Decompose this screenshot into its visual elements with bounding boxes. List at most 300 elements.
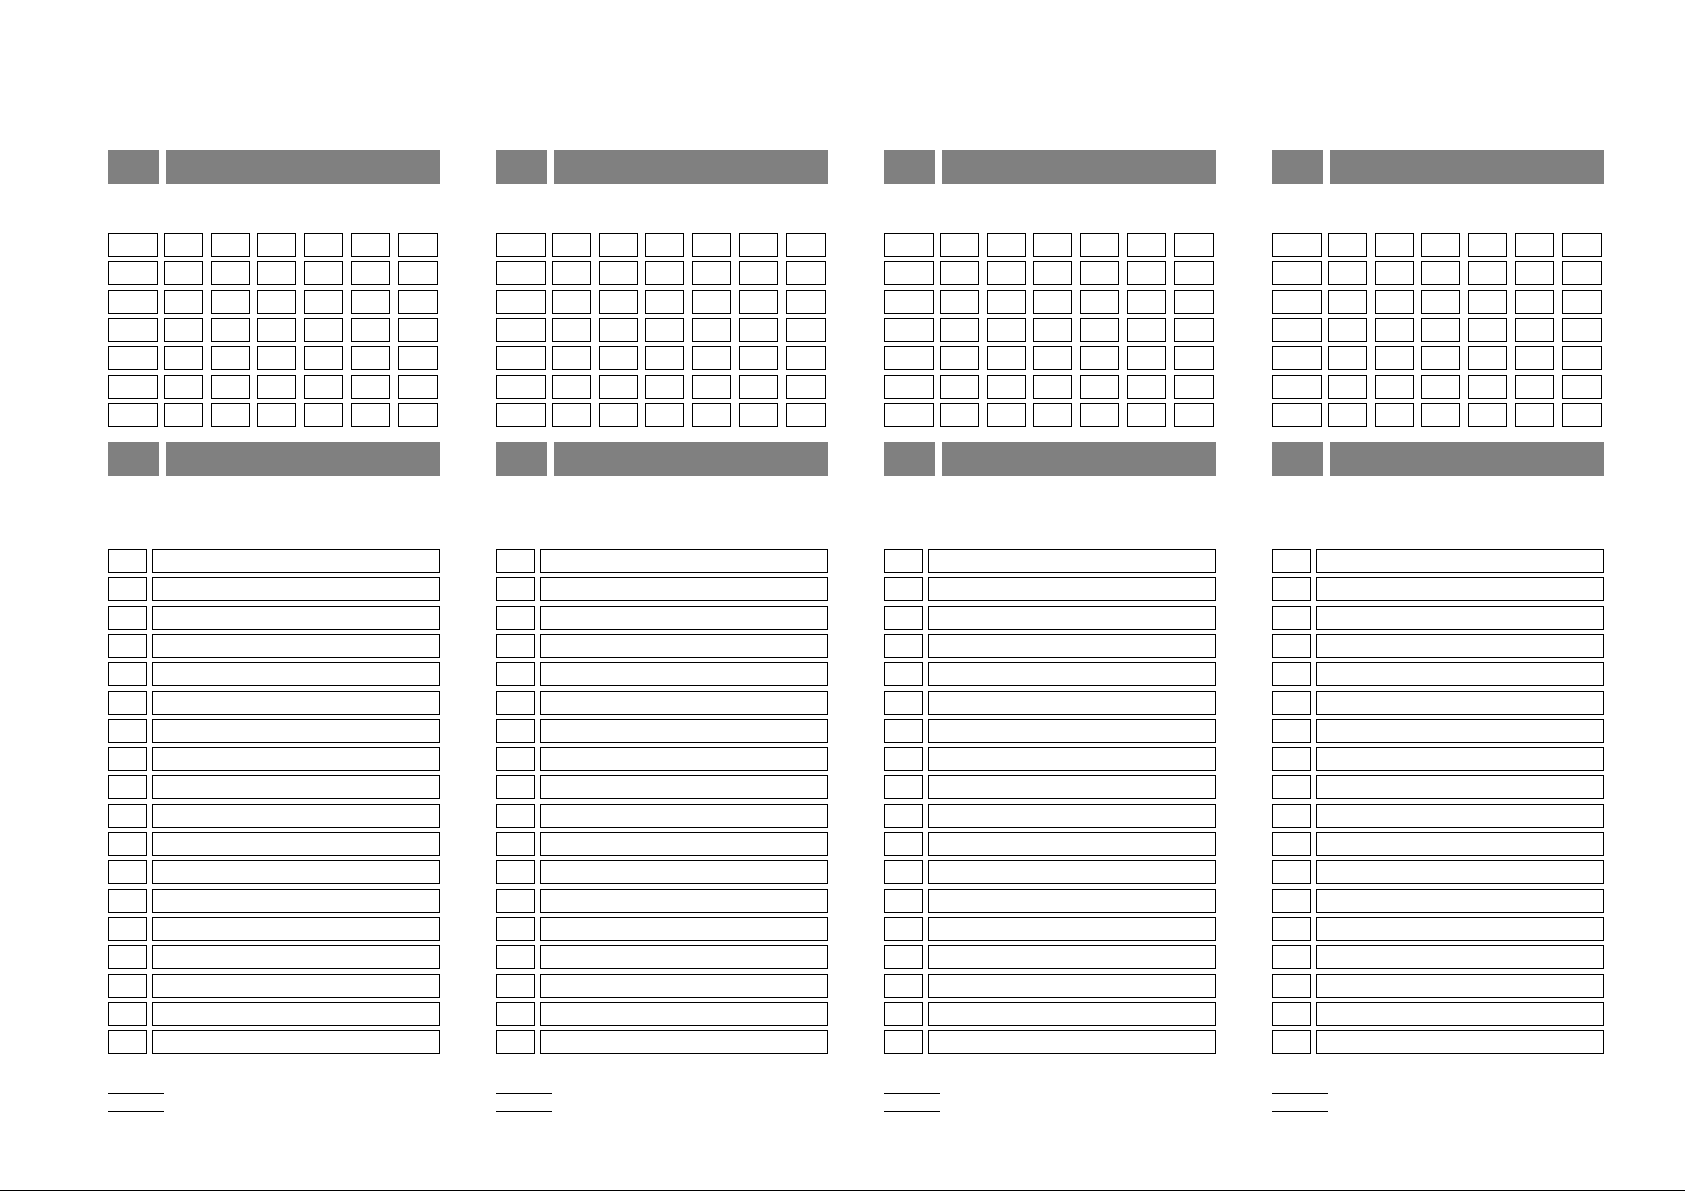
grid-cell[interactable]: [1468, 403, 1507, 427]
grid-cell[interactable]: [1080, 403, 1119, 427]
list-entry-field[interactable]: [540, 747, 828, 771]
grid-cell[interactable]: [645, 318, 684, 342]
list-number-box[interactable]: [496, 691, 535, 715]
list-entry-field[interactable]: [152, 775, 440, 799]
list-entry-field[interactable]: [152, 860, 440, 884]
grid-cell[interactable]: [1174, 261, 1214, 285]
list-number-box[interactable]: [108, 889, 147, 913]
grid-cell[interactable]: [1328, 375, 1367, 399]
grid-cell[interactable]: [940, 233, 979, 257]
list-number-box[interactable]: [1272, 549, 1311, 573]
list-entry-field[interactable]: [540, 606, 828, 630]
list-number-box[interactable]: [496, 1002, 535, 1026]
list-entry-field[interactable]: [540, 577, 828, 601]
list-number-box[interactable]: [496, 719, 535, 743]
list-number-box[interactable]: [108, 804, 147, 828]
list-entry-field[interactable]: [540, 1030, 828, 1054]
grid-label-cell[interactable]: [1272, 290, 1322, 314]
grid-label-cell[interactable]: [884, 346, 934, 370]
grid-cell[interactable]: [987, 375, 1026, 399]
grid-cell[interactable]: [1562, 403, 1602, 427]
list-entry-field[interactable]: [1316, 860, 1604, 884]
list-number-box[interactable]: [496, 662, 535, 686]
grid-cell[interactable]: [692, 375, 731, 399]
list-entry-field[interactable]: [928, 917, 1216, 941]
list-entry-field[interactable]: [540, 832, 828, 856]
list-number-box[interactable]: [108, 832, 147, 856]
grid-cell[interactable]: [1127, 346, 1166, 370]
list-entry-field[interactable]: [540, 889, 828, 913]
list-number-box[interactable]: [496, 634, 535, 658]
grid-cell[interactable]: [164, 375, 203, 399]
list-entry-field[interactable]: [1316, 945, 1604, 969]
list-entry-field[interactable]: [1316, 606, 1604, 630]
list-entry-field[interactable]: [152, 634, 440, 658]
grid-cell[interactable]: [351, 403, 390, 427]
grid-cell[interactable]: [940, 290, 979, 314]
list-number-box[interactable]: [496, 889, 535, 913]
list-number-box[interactable]: [884, 945, 923, 969]
grid-cell[interactable]: [1080, 318, 1119, 342]
grid-cell[interactable]: [398, 346, 438, 370]
list-number-box[interactable]: [496, 775, 535, 799]
list-number-box[interactable]: [1272, 1002, 1311, 1026]
grid-cell[interactable]: [552, 346, 591, 370]
list-entry-field[interactable]: [540, 917, 828, 941]
list-number-box[interactable]: [496, 747, 535, 771]
list-entry-field[interactable]: [152, 747, 440, 771]
grid-cell[interactable]: [552, 290, 591, 314]
grid-label-cell[interactable]: [1272, 261, 1322, 285]
list-number-box[interactable]: [884, 775, 923, 799]
list-number-box[interactable]: [884, 691, 923, 715]
grid-cell[interactable]: [257, 318, 296, 342]
grid-cell[interactable]: [552, 233, 591, 257]
grid-cell[interactable]: [645, 346, 684, 370]
grid-cell[interactable]: [1127, 233, 1166, 257]
list-number-box[interactable]: [1272, 917, 1311, 941]
grid-label-cell[interactable]: [108, 403, 158, 427]
grid-cell[interactable]: [692, 290, 731, 314]
grid-cell[interactable]: [211, 375, 250, 399]
grid-cell[interactable]: [304, 346, 343, 370]
grid-cell[interactable]: [739, 290, 778, 314]
grid-cell[interactable]: [987, 318, 1026, 342]
grid-cell[interactable]: [940, 346, 979, 370]
grid-cell[interactable]: [1033, 318, 1072, 342]
grid-cell[interactable]: [304, 403, 343, 427]
list-entry-field[interactable]: [928, 719, 1216, 743]
list-number-box[interactable]: [1272, 577, 1311, 601]
list-number-box[interactable]: [1272, 889, 1311, 913]
grid-cell[interactable]: [351, 346, 390, 370]
list-number-box[interactable]: [108, 662, 147, 686]
list-entry-field[interactable]: [1316, 917, 1604, 941]
grid-cell[interactable]: [599, 233, 638, 257]
grid-label-cell[interactable]: [496, 375, 546, 399]
list-entry-field[interactable]: [540, 1002, 828, 1026]
grid-cell[interactable]: [1375, 233, 1414, 257]
grid-cell[interactable]: [940, 318, 979, 342]
grid-cell[interactable]: [599, 375, 638, 399]
grid-cell[interactable]: [987, 346, 1026, 370]
grid-cell[interactable]: [552, 403, 591, 427]
grid-cell[interactable]: [1328, 261, 1367, 285]
grid-cell[interactable]: [552, 261, 591, 285]
list-number-box[interactable]: [884, 974, 923, 998]
grid-cell[interactable]: [1515, 261, 1554, 285]
grid-label-cell[interactable]: [884, 290, 934, 314]
list-entry-field[interactable]: [1316, 691, 1604, 715]
grid-cell[interactable]: [987, 261, 1026, 285]
grid-cell[interactable]: [1515, 346, 1554, 370]
grid-label-cell[interactable]: [884, 233, 934, 257]
grid-cell[interactable]: [599, 346, 638, 370]
grid-cell[interactable]: [1421, 261, 1460, 285]
grid-cell[interactable]: [164, 346, 203, 370]
grid-cell[interactable]: [1468, 261, 1507, 285]
grid-cell[interactable]: [786, 403, 826, 427]
grid-cell[interactable]: [987, 403, 1026, 427]
list-number-box[interactable]: [496, 917, 535, 941]
grid-cell[interactable]: [1127, 318, 1166, 342]
grid-label-cell[interactable]: [884, 375, 934, 399]
list-entry-field[interactable]: [152, 577, 440, 601]
grid-cell[interactable]: [1515, 318, 1554, 342]
grid-cell[interactable]: [164, 403, 203, 427]
list-entry-field[interactable]: [928, 691, 1216, 715]
grid-cell[interactable]: [211, 290, 250, 314]
grid-cell[interactable]: [1562, 318, 1602, 342]
grid-cell[interactable]: [1174, 233, 1214, 257]
grid-cell[interactable]: [692, 346, 731, 370]
grid-cell[interactable]: [164, 290, 203, 314]
grid-cell[interactable]: [739, 346, 778, 370]
list-entry-field[interactable]: [152, 1030, 440, 1054]
grid-cell[interactable]: [1375, 403, 1414, 427]
list-entry-field[interactable]: [1316, 804, 1604, 828]
grid-cell[interactable]: [1174, 318, 1214, 342]
list-entry-field[interactable]: [928, 747, 1216, 771]
grid-cell[interactable]: [645, 403, 684, 427]
grid-cell[interactable]: [1080, 261, 1119, 285]
list-number-box[interactable]: [496, 804, 535, 828]
grid-cell[interactable]: [599, 403, 638, 427]
grid-cell[interactable]: [1328, 233, 1367, 257]
list-number-box[interactable]: [496, 832, 535, 856]
grid-cell[interactable]: [1080, 346, 1119, 370]
grid-label-cell[interactable]: [496, 261, 546, 285]
list-entry-field[interactable]: [540, 945, 828, 969]
grid-cell[interactable]: [786, 318, 826, 342]
list-entry-field[interactable]: [928, 945, 1216, 969]
grid-cell[interactable]: [164, 261, 203, 285]
list-number-box[interactable]: [496, 860, 535, 884]
grid-cell[interactable]: [1033, 375, 1072, 399]
grid-cell[interactable]: [1562, 375, 1602, 399]
grid-cell[interactable]: [1174, 290, 1214, 314]
grid-cell[interactable]: [1328, 346, 1367, 370]
list-entry-field[interactable]: [540, 974, 828, 998]
grid-cell[interactable]: [257, 261, 296, 285]
list-number-box[interactable]: [884, 860, 923, 884]
grid-label-cell[interactable]: [108, 290, 158, 314]
list-entry-field[interactable]: [152, 719, 440, 743]
grid-cell[interactable]: [1080, 233, 1119, 257]
grid-label-cell[interactable]: [884, 261, 934, 285]
list-entry-field[interactable]: [152, 917, 440, 941]
grid-cell[interactable]: [1080, 375, 1119, 399]
grid-label-cell[interactable]: [496, 318, 546, 342]
grid-cell[interactable]: [257, 375, 296, 399]
grid-cell[interactable]: [786, 290, 826, 314]
grid-cell[interactable]: [645, 375, 684, 399]
grid-cell[interactable]: [599, 290, 638, 314]
grid-cell[interactable]: [645, 233, 684, 257]
list-number-box[interactable]: [108, 917, 147, 941]
grid-cell[interactable]: [351, 233, 390, 257]
grid-cell[interactable]: [1562, 261, 1602, 285]
grid-cell[interactable]: [211, 233, 250, 257]
grid-cell[interactable]: [351, 261, 390, 285]
grid-cell[interactable]: [1375, 261, 1414, 285]
list-entry-field[interactable]: [152, 974, 440, 998]
grid-cell[interactable]: [552, 375, 591, 399]
grid-cell[interactable]: [304, 318, 343, 342]
list-entry-field[interactable]: [540, 804, 828, 828]
grid-cell[interactable]: [987, 233, 1026, 257]
list-entry-field[interactable]: [928, 1002, 1216, 1026]
grid-cell[interactable]: [1328, 290, 1367, 314]
list-number-box[interactable]: [108, 1002, 147, 1026]
grid-cell[interactable]: [739, 403, 778, 427]
grid-label-cell[interactable]: [1272, 346, 1322, 370]
list-entry-field[interactable]: [540, 549, 828, 573]
grid-cell[interactable]: [940, 403, 979, 427]
list-entry-field[interactable]: [928, 860, 1216, 884]
list-number-box[interactable]: [108, 691, 147, 715]
grid-cell[interactable]: [1127, 261, 1166, 285]
list-number-box[interactable]: [108, 1030, 147, 1054]
list-number-box[interactable]: [108, 945, 147, 969]
grid-cell[interactable]: [304, 290, 343, 314]
list-entry-field[interactable]: [1316, 775, 1604, 799]
list-entry-field[interactable]: [540, 719, 828, 743]
grid-label-cell[interactable]: [496, 290, 546, 314]
grid-cell[interactable]: [1421, 233, 1460, 257]
list-entry-field[interactable]: [1316, 662, 1604, 686]
list-entry-field[interactable]: [540, 691, 828, 715]
list-entry-field[interactable]: [152, 804, 440, 828]
grid-cell[interactable]: [304, 261, 343, 285]
grid-cell[interactable]: [739, 318, 778, 342]
list-number-box[interactable]: [884, 1002, 923, 1026]
list-entry-field[interactable]: [1316, 1030, 1604, 1054]
list-entry-field[interactable]: [152, 832, 440, 856]
list-entry-field[interactable]: [152, 662, 440, 686]
list-entry-field[interactable]: [928, 549, 1216, 573]
grid-cell[interactable]: [1375, 375, 1414, 399]
grid-cell[interactable]: [257, 233, 296, 257]
list-number-box[interactable]: [884, 634, 923, 658]
list-number-box[interactable]: [884, 804, 923, 828]
grid-cell[interactable]: [1127, 403, 1166, 427]
list-number-box[interactable]: [884, 917, 923, 941]
grid-cell[interactable]: [1174, 403, 1214, 427]
list-entry-field[interactable]: [1316, 1002, 1604, 1026]
list-number-box[interactable]: [1272, 974, 1311, 998]
grid-cell[interactable]: [1174, 346, 1214, 370]
list-entry-field[interactable]: [1316, 832, 1604, 856]
grid-cell[interactable]: [692, 261, 731, 285]
grid-cell[interactable]: [211, 403, 250, 427]
grid-label-cell[interactable]: [1272, 375, 1322, 399]
grid-label-cell[interactable]: [1272, 233, 1322, 257]
grid-cell[interactable]: [1127, 375, 1166, 399]
list-entry-field[interactable]: [928, 1030, 1216, 1054]
grid-label-cell[interactable]: [108, 261, 158, 285]
list-entry-field[interactable]: [928, 974, 1216, 998]
list-number-box[interactable]: [884, 577, 923, 601]
grid-cell[interactable]: [940, 261, 979, 285]
grid-cell[interactable]: [1033, 261, 1072, 285]
list-number-box[interactable]: [884, 606, 923, 630]
grid-label-cell[interactable]: [496, 233, 546, 257]
list-entry-field[interactable]: [540, 860, 828, 884]
list-number-box[interactable]: [884, 662, 923, 686]
grid-cell[interactable]: [1328, 318, 1367, 342]
list-number-box[interactable]: [496, 606, 535, 630]
list-number-box[interactable]: [496, 549, 535, 573]
list-number-box[interactable]: [496, 1030, 535, 1054]
grid-cell[interactable]: [398, 261, 438, 285]
list-entry-field[interactable]: [152, 1002, 440, 1026]
list-number-box[interactable]: [108, 775, 147, 799]
grid-label-cell[interactable]: [496, 346, 546, 370]
list-number-box[interactable]: [108, 747, 147, 771]
list-entry-field[interactable]: [1316, 974, 1604, 998]
list-number-box[interactable]: [1272, 832, 1311, 856]
grid-cell[interactable]: [1468, 290, 1507, 314]
list-entry-field[interactable]: [152, 691, 440, 715]
grid-cell[interactable]: [1468, 346, 1507, 370]
list-number-box[interactable]: [1272, 1030, 1311, 1054]
list-entry-field[interactable]: [540, 634, 828, 658]
grid-cell[interactable]: [599, 261, 638, 285]
grid-label-cell[interactable]: [496, 403, 546, 427]
list-number-box[interactable]: [1272, 719, 1311, 743]
grid-cell[interactable]: [786, 233, 826, 257]
grid-cell[interactable]: [257, 403, 296, 427]
grid-cell[interactable]: [257, 290, 296, 314]
grid-cell[interactable]: [739, 233, 778, 257]
grid-cell[interactable]: [398, 290, 438, 314]
list-entry-field[interactable]: [928, 606, 1216, 630]
grid-label-cell[interactable]: [108, 346, 158, 370]
grid-cell[interactable]: [552, 318, 591, 342]
grid-cell[interactable]: [692, 233, 731, 257]
grid-cell[interactable]: [1562, 233, 1602, 257]
grid-cell[interactable]: [645, 261, 684, 285]
grid-label-cell[interactable]: [108, 318, 158, 342]
list-number-box[interactable]: [884, 1030, 923, 1054]
grid-cell[interactable]: [1328, 403, 1367, 427]
grid-cell[interactable]: [1421, 318, 1460, 342]
list-number-box[interactable]: [1272, 860, 1311, 884]
grid-label-cell[interactable]: [884, 318, 934, 342]
list-entry-field[interactable]: [1316, 747, 1604, 771]
list-number-box[interactable]: [108, 974, 147, 998]
list-entry-field[interactable]: [1316, 889, 1604, 913]
grid-cell[interactable]: [1515, 233, 1554, 257]
grid-cell[interactable]: [398, 403, 438, 427]
list-number-box[interactable]: [108, 549, 147, 573]
list-number-box[interactable]: [108, 860, 147, 884]
grid-cell[interactable]: [1468, 375, 1507, 399]
grid-cell[interactable]: [211, 346, 250, 370]
grid-cell[interactable]: [1375, 290, 1414, 314]
grid-cell[interactable]: [786, 375, 826, 399]
grid-cell[interactable]: [398, 233, 438, 257]
grid-cell[interactable]: [1033, 233, 1072, 257]
grid-cell[interactable]: [304, 233, 343, 257]
list-number-box[interactable]: [1272, 804, 1311, 828]
list-entry-field[interactable]: [540, 662, 828, 686]
list-entry-field[interactable]: [928, 775, 1216, 799]
grid-cell[interactable]: [1421, 290, 1460, 314]
grid-cell[interactable]: [987, 290, 1026, 314]
grid-cell[interactable]: [1468, 318, 1507, 342]
list-entry-field[interactable]: [928, 889, 1216, 913]
grid-cell[interactable]: [1033, 403, 1072, 427]
grid-cell[interactable]: [786, 346, 826, 370]
grid-cell[interactable]: [1515, 290, 1554, 314]
grid-cell[interactable]: [351, 375, 390, 399]
list-entry-field[interactable]: [928, 634, 1216, 658]
list-number-box[interactable]: [884, 549, 923, 573]
list-number-box[interactable]: [108, 577, 147, 601]
grid-cell[interactable]: [739, 261, 778, 285]
list-entry-field[interactable]: [928, 804, 1216, 828]
list-entry-field[interactable]: [152, 889, 440, 913]
grid-cell[interactable]: [645, 290, 684, 314]
grid-cell[interactable]: [1421, 375, 1460, 399]
list-number-box[interactable]: [884, 832, 923, 856]
list-entry-field[interactable]: [152, 549, 440, 573]
list-entry-field[interactable]: [1316, 719, 1604, 743]
list-number-box[interactable]: [496, 577, 535, 601]
list-number-box[interactable]: [1272, 691, 1311, 715]
grid-cell[interactable]: [1562, 290, 1602, 314]
list-entry-field[interactable]: [1316, 634, 1604, 658]
grid-cell[interactable]: [786, 261, 826, 285]
grid-label-cell[interactable]: [1272, 318, 1322, 342]
list-number-box[interactable]: [108, 634, 147, 658]
list-entry-field[interactable]: [928, 662, 1216, 686]
list-number-box[interactable]: [1272, 606, 1311, 630]
grid-cell[interactable]: [692, 403, 731, 427]
list-entry-field[interactable]: [152, 945, 440, 969]
list-number-box[interactable]: [108, 719, 147, 743]
list-number-box[interactable]: [1272, 634, 1311, 658]
grid-cell[interactable]: [211, 261, 250, 285]
grid-cell[interactable]: [599, 318, 638, 342]
list-entry-field[interactable]: [1316, 577, 1604, 601]
list-entry-field[interactable]: [540, 775, 828, 799]
list-number-box[interactable]: [884, 889, 923, 913]
list-entry-field[interactable]: [928, 832, 1216, 856]
grid-cell[interactable]: [1080, 290, 1119, 314]
